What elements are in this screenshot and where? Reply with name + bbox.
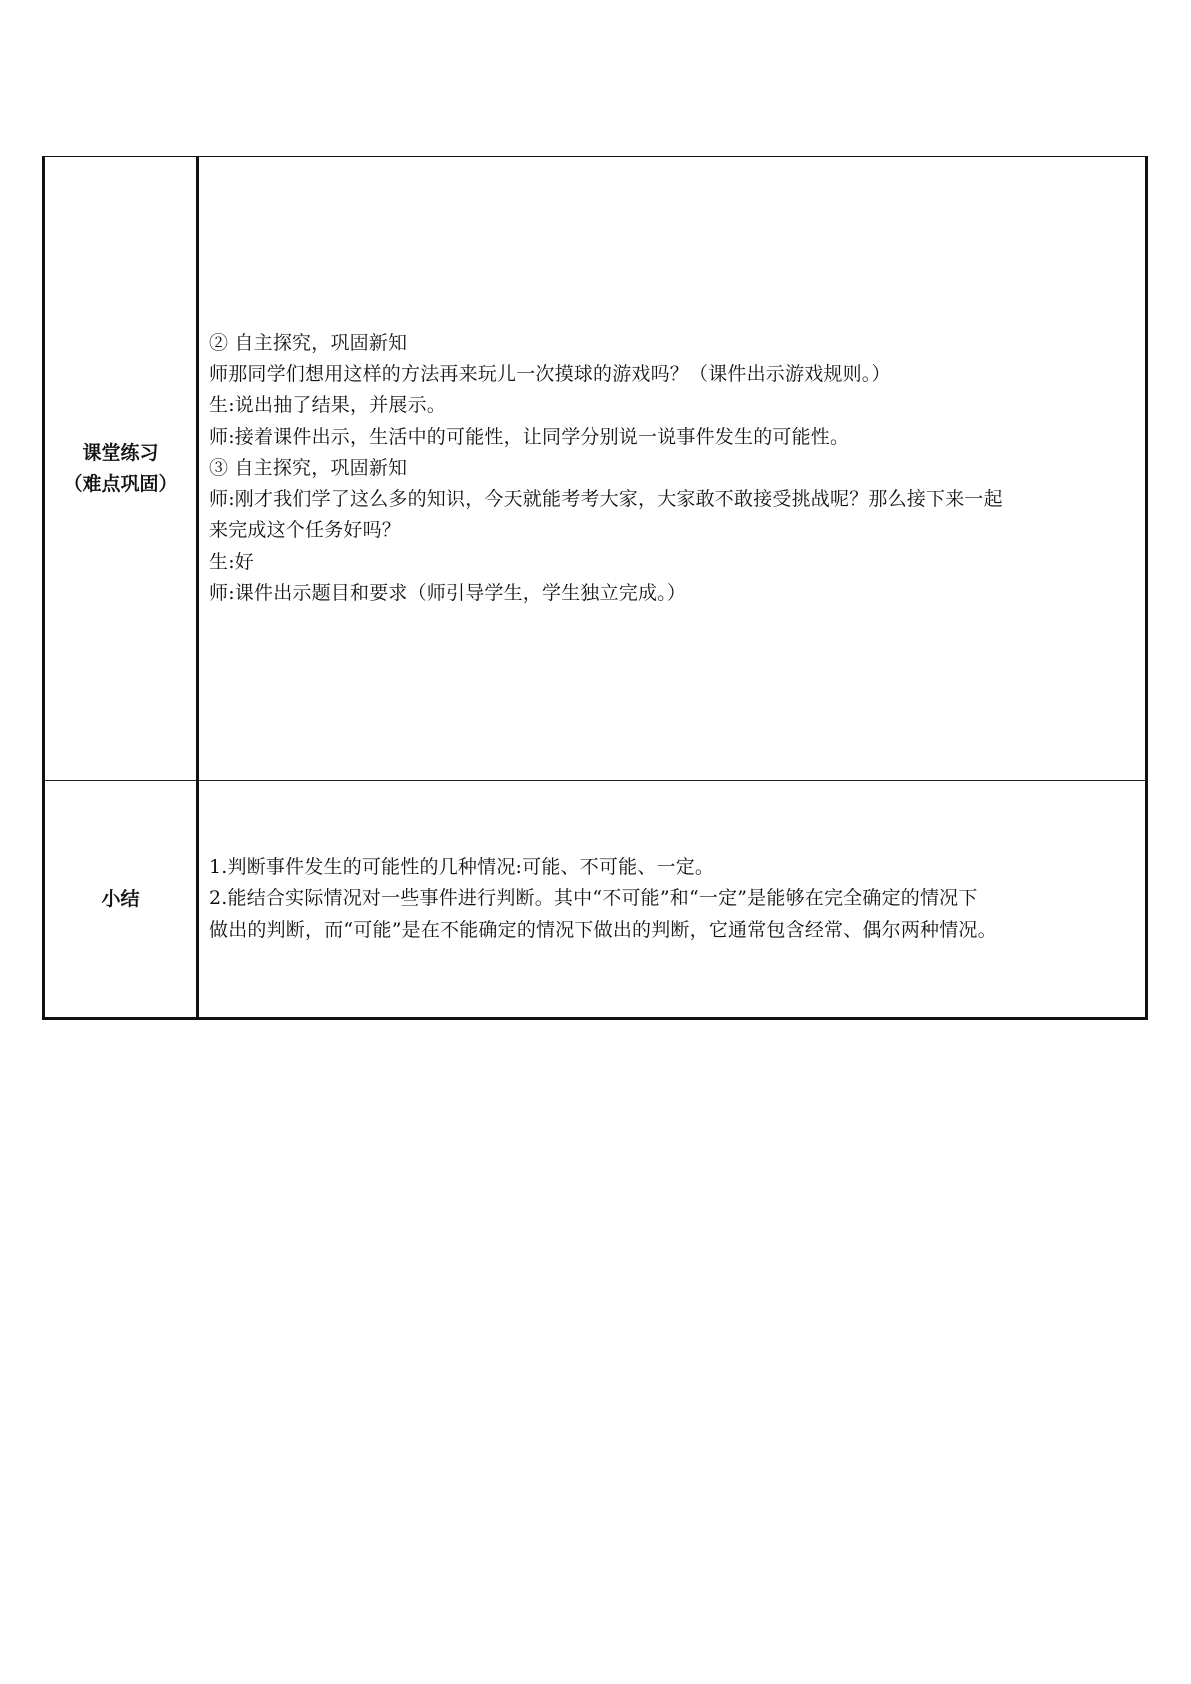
content-line: 师:课件出示题目和要求（师引导学生，学生独立完成。）: [209, 581, 687, 604]
content-line: 1.判断事件发生的可能性的几种情况:可能、不可能、一定。: [209, 856, 715, 879]
table-row-summary: [44, 781, 1147, 1019]
content-line: 师:刚才我们学了这么多的知识，今天就能考考大家，大家敢不敢接受挑战呢？那么接下来一起: [209, 488, 1003, 511]
content-line: ③ 自主探究，巩固新知: [209, 456, 408, 479]
row-label-line: 课堂练习: [82, 441, 159, 464]
row-label-line: （难点巩固）: [63, 472, 178, 495]
content-line: 2.能结合实际情况对一些事件进行判断。其中“不可能”和“一定”是能够在完全确定的情况下: [209, 887, 978, 910]
content-line: 来完成这个任务好吗？: [209, 519, 402, 542]
row-label-line: 小结: [101, 887, 140, 910]
row-content-cell: [198, 157, 1147, 781]
row-content-cell: [198, 781, 1147, 1019]
content-line: 师那同学们想用这样的方法再来玩儿一次摸球的游戏吗？（课件出示游戏规则。）: [209, 363, 891, 386]
content-line: 生:好: [209, 550, 255, 573]
content-line: 做出的判断，而“可能”是在不能确定的情况下做出的判断，它通常包含经常、偶尔两种情况。: [209, 918, 997, 941]
content-line: 师:接着课件出示，生活中的可能性，让同学分别说一说事件发生的可能性。: [209, 425, 850, 448]
content-line: ② 自主探究，巩固新知: [209, 332, 408, 355]
table-row-practice: [44, 157, 1147, 781]
row-label-cell: [44, 781, 198, 1019]
lesson-plan-table: [42, 156, 1148, 1020]
content-line: 生:说出抽了结果，并展示。: [209, 394, 447, 417]
row-label-cell: [44, 157, 198, 781]
